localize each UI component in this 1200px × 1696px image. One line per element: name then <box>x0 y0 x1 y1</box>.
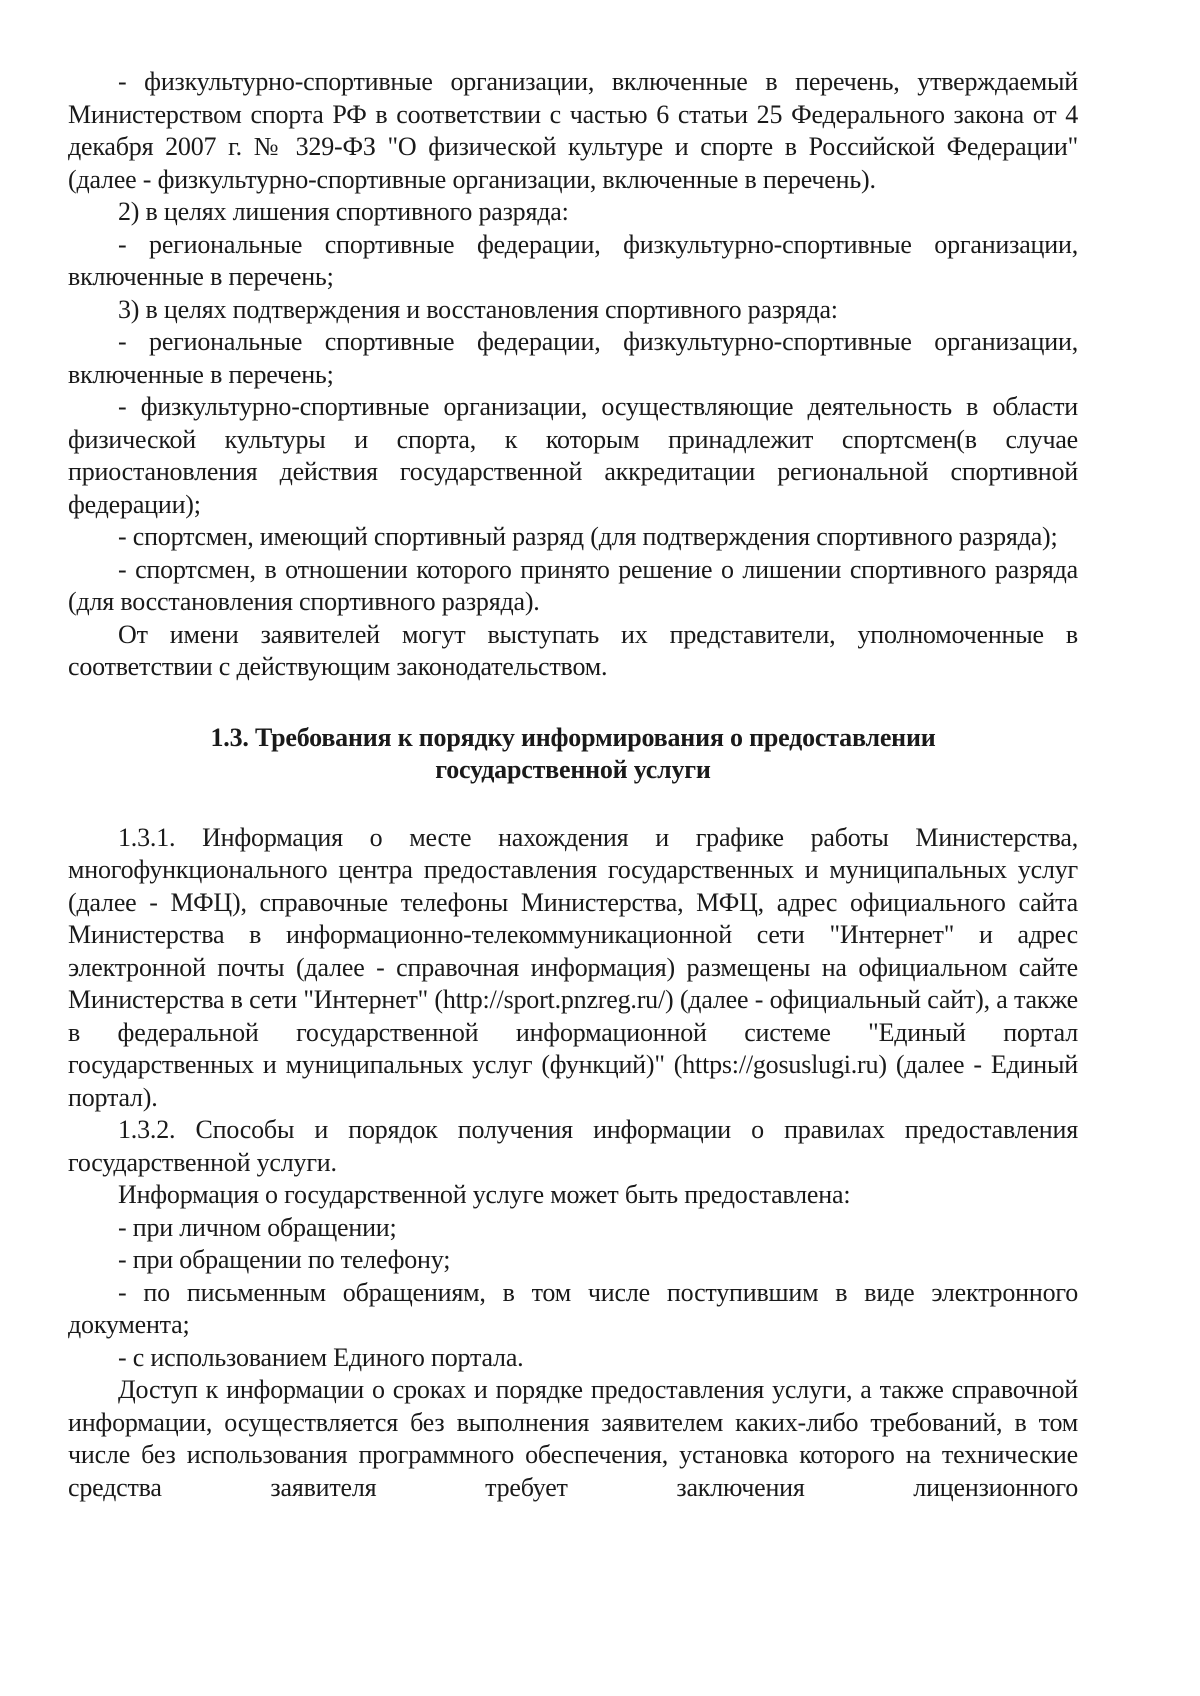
paragraph-access: Доступ к информации о сроках и порядке предоставления услуги, а также справочной информации, осуществляется без выполнения заявителем каких-либо требований, в том числе без использования программного обеспечения, установка которого на технические средства заявителя требует заключения лицензионного <box>68 1375 1078 1502</box>
list-item-personal: - при личном обращении; <box>118 1212 397 1242</box>
paragraph-1-3-1: 1.3.1. Информация о месте нахождения и графике работы Министерства, многофункционального центра предоставления государственных и муниципальных услуг (далее - МФЦ), справочные телефоны Министерства, МФЦ, адрес официального сайта Министерства в информационно-телекоммуникационной сети "Интернет" и адрес электронной почты (далее - справочная информация) размещены на официальном сайте Министерства в сети "Интернет" (http://sport.pnzreg.ru/) (далее - официальный сайт), а также в федеральной государственной информационной системе "Единый портал государственных и муниципальных услуг (функций)" (https://gosuslugi.ru) (далее - Единый портал). <box>68 822 1078 1112</box>
paragraph-confirmation-heading: 3) в целях подтверждения и восстановления спортивного разряда: <box>118 294 838 324</box>
paragraph-confirmation-item-2: - физкультурно-спортивные организации, осуществляющие деятельность в области физической культуры и спорта, к которым принадлежит спортсмен(в случае приостановления действия государственной аккредитации региональной спортивной федерации); <box>68 392 1078 519</box>
section-heading-line-2: государственной услуги <box>435 754 711 784</box>
paragraph-representatives: От имени заявителей могут выступать их представители, уполномоченные в соответствии с действующим законодательством. <box>68 619 1078 681</box>
document-page <box>68 66 1078 1504</box>
paragraph-1-3-2: 1.3.2. Способы и порядок получения информации о правилах предоставления государственной услуги. <box>68 1115 1078 1177</box>
section-heading-line-1: 1.3. Требования к порядку информирования о предоставлении <box>210 722 936 752</box>
list-item-portal: - с использованием Единого портала. <box>118 1342 524 1372</box>
paragraph-deprivation-heading: 2) в целях лишения спортивного разряда: <box>118 197 569 226</box>
list-item-written: - по письменным обращениям, в том числе поступившим в виде электронного документа; <box>68 1277 1078 1339</box>
paragraph-confirmation-item-1: - региональные спортивные федерации, физкультурно-спортивные организации, включенные в перечень; <box>68 327 1078 389</box>
paragraph-confirmation-item-3: - спортсмен, имеющий спортивный разряд (для подтверждения спортивного разряда); <box>118 522 1058 551</box>
paragraph-confirmation-item-4: - спортсмен, в отношении которого принято решение о лишении спортивного разряда (для восстановления спортивного разряда). <box>68 554 1078 616</box>
paragraph-deprivation-item: - региональные спортивные федерации, физкультурно-спортивные организации, включенные в перечень; <box>68 229 1078 291</box>
list-item-phone: - при обращении по телефону; <box>118 1245 451 1274</box>
section-heading <box>68 722 1078 786</box>
paragraph-info-provided: Информация о государственной услуге может быть предоставлена: <box>118 1180 851 1209</box>
paragraph-orgs-list: - физкультурно-спортивные организации, включенные в перечень, утверждаемый Министерством спорта РФ в соответствии с частью 6 статьи 25 Федерального закона от 4 декабря 2007 г. № 329-ФЗ "О физической культуре и спорте в Российской Федерации" (далее - физкультурно-спортивные организации, включенные в перечень). <box>68 67 1078 194</box>
